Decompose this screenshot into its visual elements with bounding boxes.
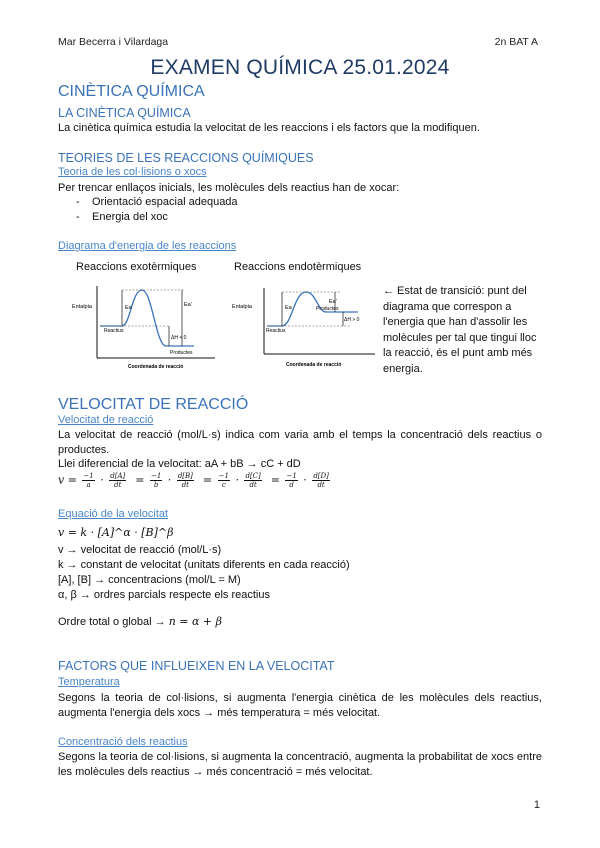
- label-ea-prime: Ea': [329, 299, 337, 305]
- header-class: 2n BAT A: [494, 36, 538, 48]
- rate-law-lhs: v =: [58, 473, 77, 487]
- paragraph-teories: Per trencar enllaços inicials, les molècules dels reactius han de xocar:: [58, 182, 400, 194]
- list-item: - Energia del xoc: [76, 211, 168, 223]
- link-temperatura[interactable]: Temperatura: [58, 676, 120, 688]
- diagram-endothermic: [230, 282, 380, 372]
- label-dh: ΔH > 0: [344, 317, 360, 323]
- label-reactius: Reactius: [104, 328, 124, 334]
- order-total-equation: n = α + β: [168, 615, 222, 628]
- paragraph-concentracio: Segons la teoria de col·lisions, si augmenta la concentració, augmenta la probabilitat de xocs entre les molècules dels reactius → més concentració = més velocitat.: [58, 751, 542, 778]
- subheading-cinetica: LA CINÈTICA QUÍMICA: [58, 106, 191, 120]
- link-velocitat-reaccio[interactable]: Velocitat de reacció: [58, 414, 154, 426]
- label-coordenada: Coordenada de reacció: [286, 362, 342, 368]
- label-ea-prime: Ea': [184, 302, 192, 308]
- paragraph-cinetica: La cinètica química estudia la velocitat de les reaccions i els factors que la modifiquen.: [58, 122, 480, 134]
- rate-law-equation: v = $\frac{-1}{a}$ · $\frac{d[A]}{dt}$ = $\frac{-1}{b}$ · $\frac{d[B]}{dt}$ = $\frac{-1}{c}$ · $\frac{d[C]}{dt}$ = $\frac{-1}{d}$ · $\frac{d[D]}{dt}$: [58, 472, 329, 489]
- order-total-label: Ordre total o global →: [58, 616, 166, 628]
- definition-k: k → constant de velocitat (unitats diferents en cada reacció): [58, 559, 350, 571]
- label-reactius: Reactius: [266, 328, 286, 334]
- diagram-exothermic: [70, 282, 220, 372]
- section-heading-cinetica: CINÈTICA QUÍMICA: [58, 83, 205, 100]
- fraction: $\frac{d[D]}{dt}$: [313, 472, 329, 489]
- order-total-line: [58, 615, 542, 630]
- label-coordenada: Coordenada de reacció: [128, 364, 184, 370]
- rate-equation: v = k · [A]^α · [B]^β: [58, 526, 174, 539]
- list-item: - Orientació espacial adequada: [76, 196, 238, 208]
- section-heading-teories: TEORIES DE LES REACCIONS QUÍMIQUES: [58, 151, 314, 165]
- fraction: $\frac{-1}{b}$: [150, 472, 162, 489]
- definition-v: v → velocitat de reacció (mol/L·s): [58, 544, 222, 556]
- transition-state-note: ← Estat de transició: punt del diagrama que correspon a l'energia que han d'assolir les molècules per tal que tingui lloc la reacció, és el punt amb més energia.: [383, 285, 537, 375]
- definition-orders: α, β → ordres parcials respecte els reactius: [58, 589, 270, 601]
- fraction: $\frac{-1}{d}$: [286, 472, 297, 489]
- label-productes: Productes: [170, 350, 193, 356]
- fraction: $\frac{-1}{a}$: [83, 472, 94, 489]
- label-ea: Ea: [125, 305, 132, 311]
- label-productes: Productes: [316, 306, 339, 312]
- caption-endotermiques: Reaccions endotèrmiques: [234, 261, 362, 273]
- fraction: $\frac{d[C]}{dt}$: [245, 472, 261, 489]
- label-dh: ΔH < 0: [171, 335, 187, 341]
- fraction: $\frac{d[B]}{dt}$: [177, 472, 193, 489]
- link-diagrama-energia[interactable]: Diagrama d'energia de les reaccions: [58, 240, 237, 252]
- caption-exotermiques: Reaccions exotèrmiques: [76, 261, 197, 273]
- page-number: 1: [533, 799, 540, 811]
- page-title: EXAMEN QUÍMICA 25.01.2024: [150, 56, 450, 79]
- section-heading-velocitat: VELOCITAT DE REACCIÓ: [58, 396, 249, 413]
- section-heading-factors: FACTORS QUE INFLUEIXEN EN LA VELOCITAT: [58, 659, 335, 673]
- fraction: $\frac{d[A]}{dt}$: [110, 472, 126, 489]
- link-concentracio[interactable]: Concentració dels reactius: [58, 736, 188, 748]
- paragraph-llei-diferencial: Llei diferencial de la velocitat: aA + bB → cC + dD: [58, 458, 301, 470]
- fraction: $\frac{-1}{c}$: [218, 472, 229, 489]
- link-equacio-velocitat[interactable]: Equació de la velocitat: [58, 508, 169, 520]
- paragraph-velocitat: La velocitat de reacció (mol/L·s) indica com varia amb el temps la concentració dels reactius o productes.: [58, 429, 542, 456]
- label-ea: Ea: [285, 305, 292, 311]
- paragraph-temperatura: Segons la teoria de col·lisions, si augmenta l'energia cinètica de les molècules dels reactius, augmenta l'energia dels xocs → més temperatura = més velocitat.: [58, 692, 542, 719]
- definition-concentrations: [A], [B] → concentracions (mol/L = M): [58, 574, 241, 586]
- label-entalpia: Entalpia: [72, 304, 92, 310]
- link-teoria-colisions[interactable]: Teoria de les col·lisions o xocs: [58, 166, 207, 178]
- header-author: Mar Becerra i Vilardaga: [58, 36, 169, 48]
- label-entalpia: Entalpia: [232, 304, 252, 310]
